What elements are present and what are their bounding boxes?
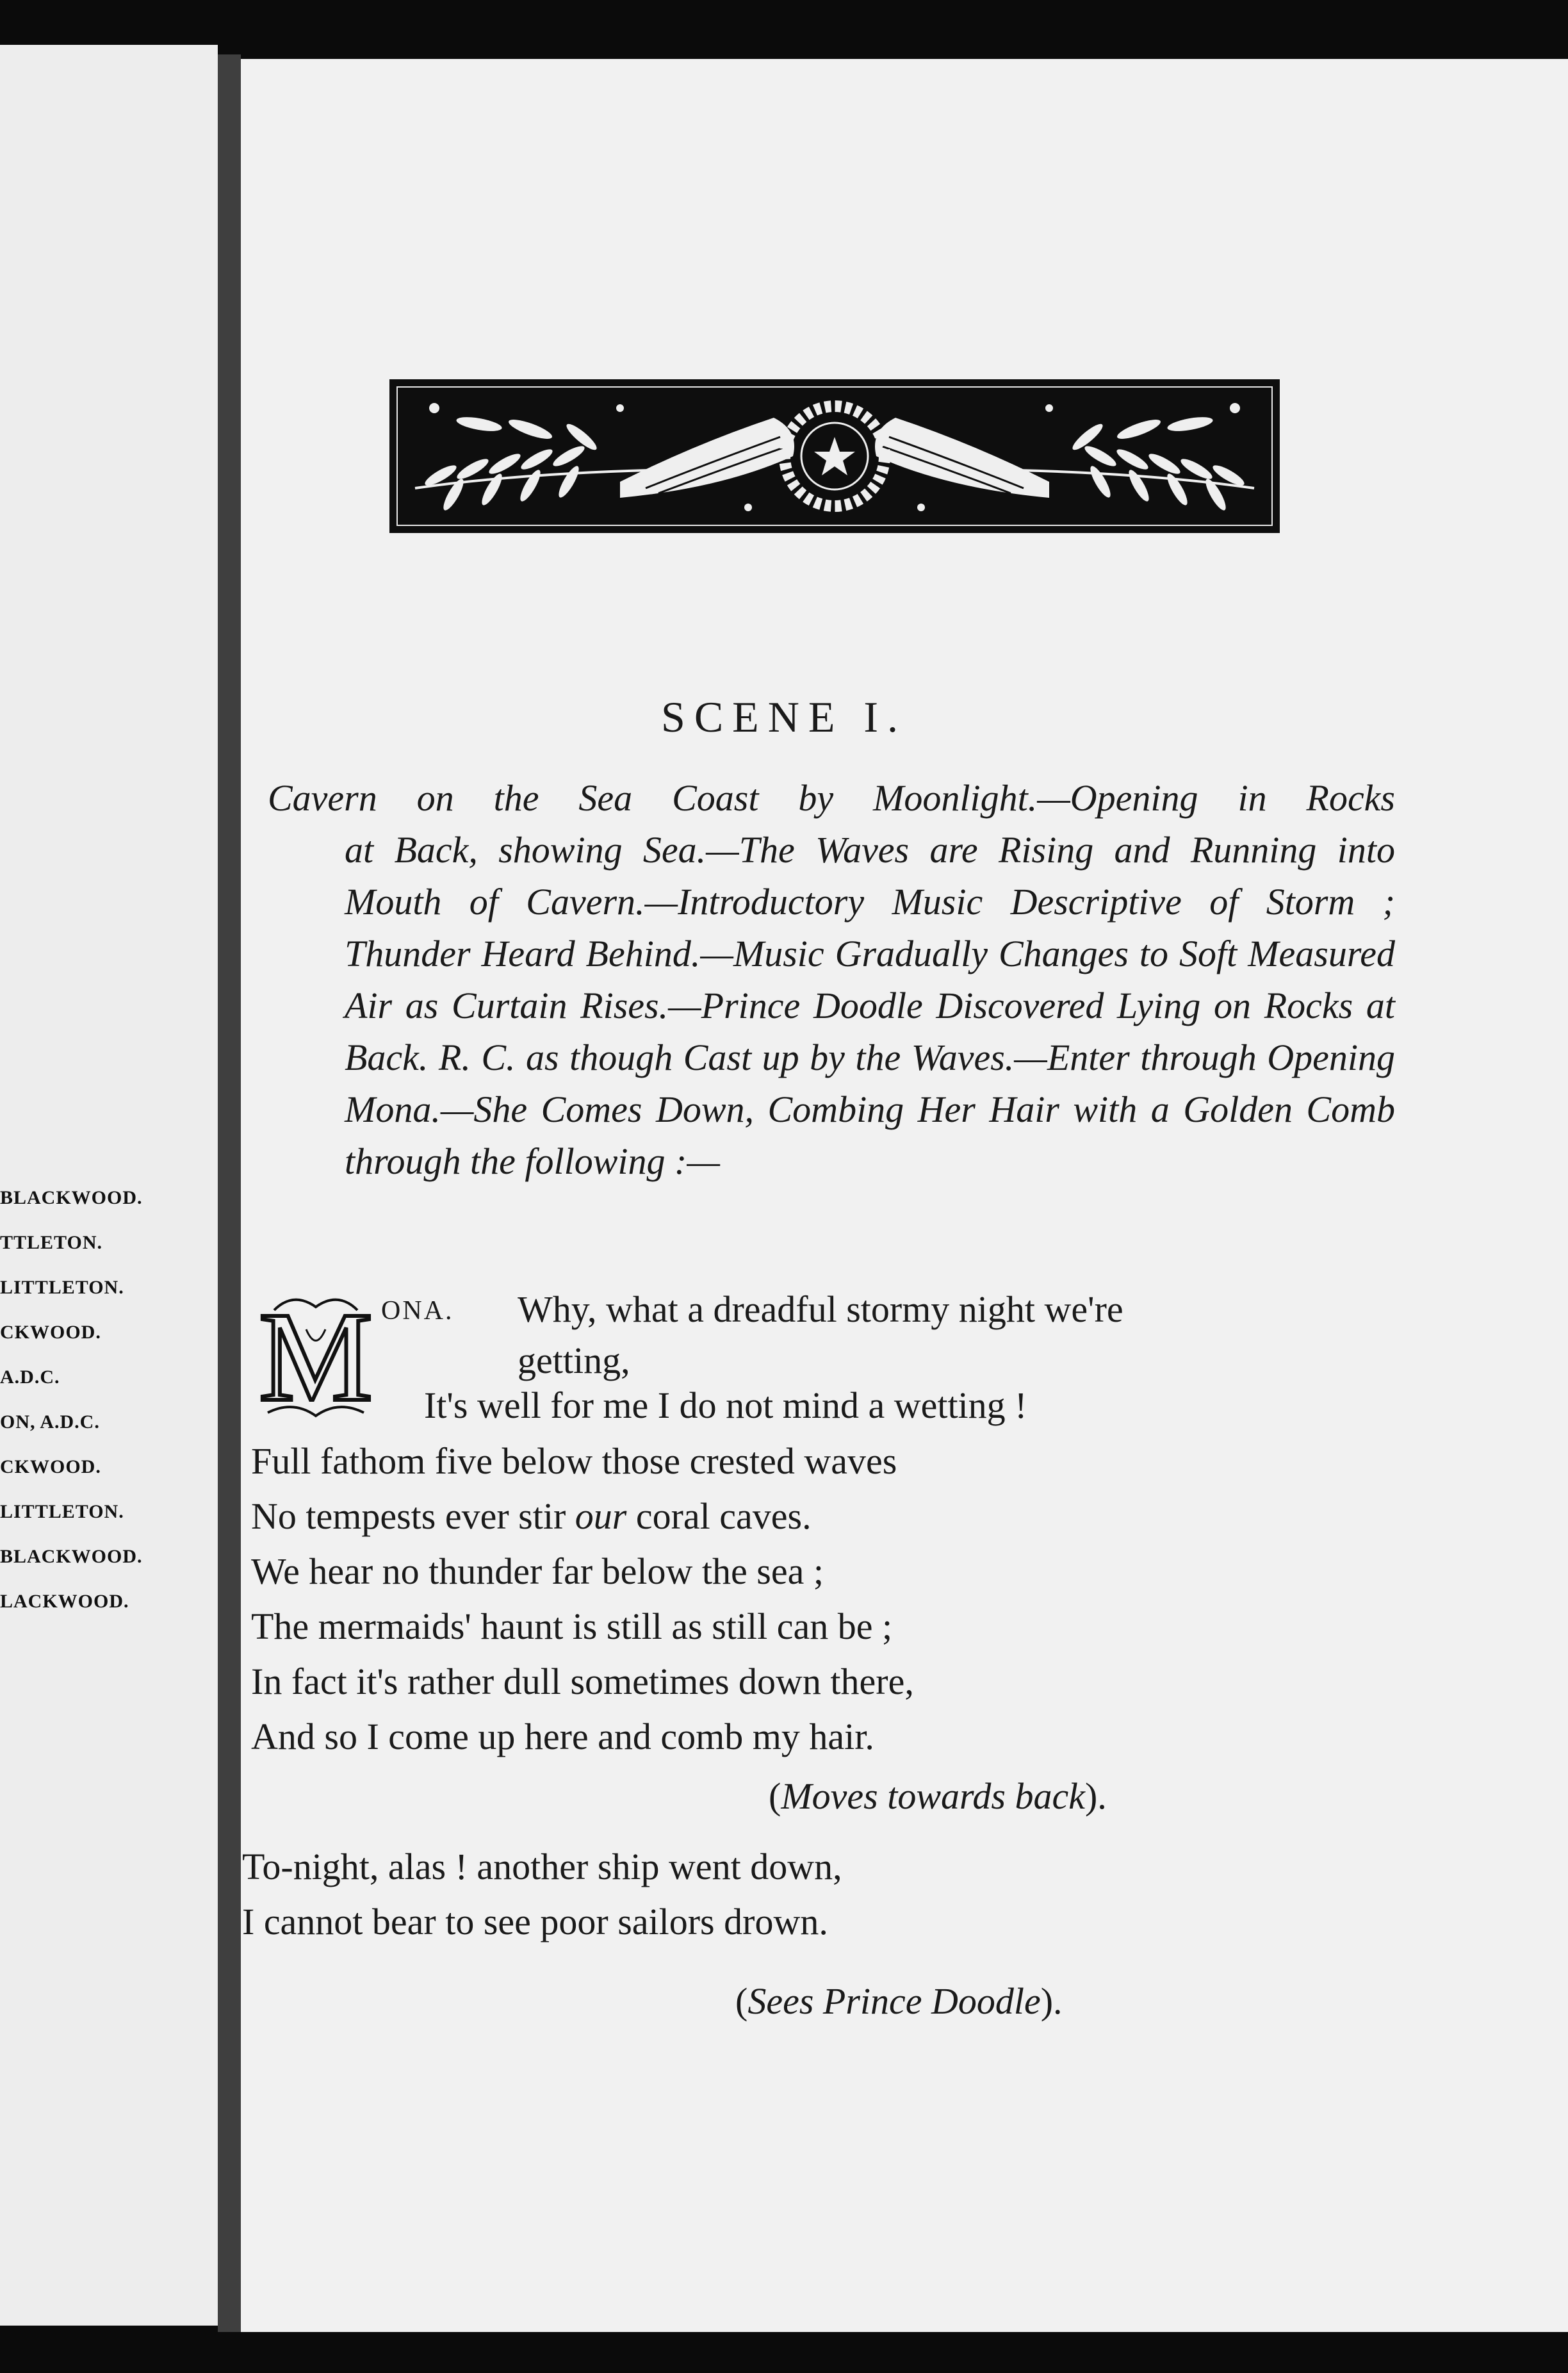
drop-cap-m [255, 1291, 377, 1425]
stage-direction-first-line: Cavern on the Sea Coast by Moonlight.—Opening in Rocks [268, 777, 1395, 819]
verse-line: Full fathom five below those crested waves [251, 1440, 897, 1482]
verse-line: It's well for me I do not mind a wetting ! [424, 1384, 1027, 1426]
scan-border [0, 2332, 1568, 2373]
verse-line: We hear no thunder far below the sea ; [251, 1550, 824, 1592]
cast-name: LITTLETON. [0, 1501, 124, 1522]
verse-line: And so I come up here and comb my hair. [251, 1716, 874, 1757]
cast-name: BLACKWOOD. [0, 1546, 143, 1567]
cast-name: LITTLETON. [0, 1277, 124, 1298]
stage-direction [268, 772, 1395, 1187]
stage-direction-inline: (Moves towards back). [769, 1775, 1107, 1817]
scene-title: SCENE I. [661, 693, 907, 741]
stage-direction-inline: (Sees Prince Doodle). [735, 1980, 1063, 2022]
verse-line: I cannot bear to see poor sailors drown. [242, 1901, 828, 1942]
cast-name: A.D.C. [0, 1367, 60, 1388]
cast-list-fragment [0, 1176, 143, 1624]
cast-name: TTLETON. [0, 1232, 103, 1253]
cast-name: BLACKWOOD. [0, 1187, 143, 1208]
verse-line: The mermaids' haunt is still as still can be ; [251, 1605, 893, 1647]
stage-direction-body: at Back, showing Sea.—The Waves are Rising and Running into Mouth of Cavern.—Introductory Music Descriptive of Storm ; Thunder Heard Behind.—Music Gradually Changes to Soft Measured Air as Curtain Rises.—Prince Doodle Discovered Lying on Rocks at Back. R. C. as though Cast up by the Waves.—Enter through Opening Mona.—She Comes Down, Combing Her Hair with a Golden Comb through the following :— [345, 829, 1395, 1182]
cast-name: ON, A.D.C. [0, 1411, 100, 1433]
cast-name: CKWOOD. [0, 1456, 101, 1477]
cast-name: LACKWOOD. [0, 1591, 129, 1612]
verse-line: To-night, alas ! another ship went down, [242, 1846, 842, 1887]
headpiece-ornament [389, 379, 1280, 533]
left-page [0, 45, 218, 2326]
drop-cap-letter: M [259, 1291, 373, 1425]
verse-line: Why, what a dreadful stormy night we're [518, 1288, 1123, 1330]
cast-name: CKWOOD. [0, 1322, 101, 1343]
verse-line: getting, [518, 1340, 630, 1381]
book-gutter [218, 54, 241, 2335]
speaker-name: ONA. [381, 1296, 454, 1326]
verse-line: No tempests ever stir our coral caves. [251, 1495, 812, 1537]
verse-line: In fact it's rather dull sometimes down there, [251, 1661, 914, 1702]
